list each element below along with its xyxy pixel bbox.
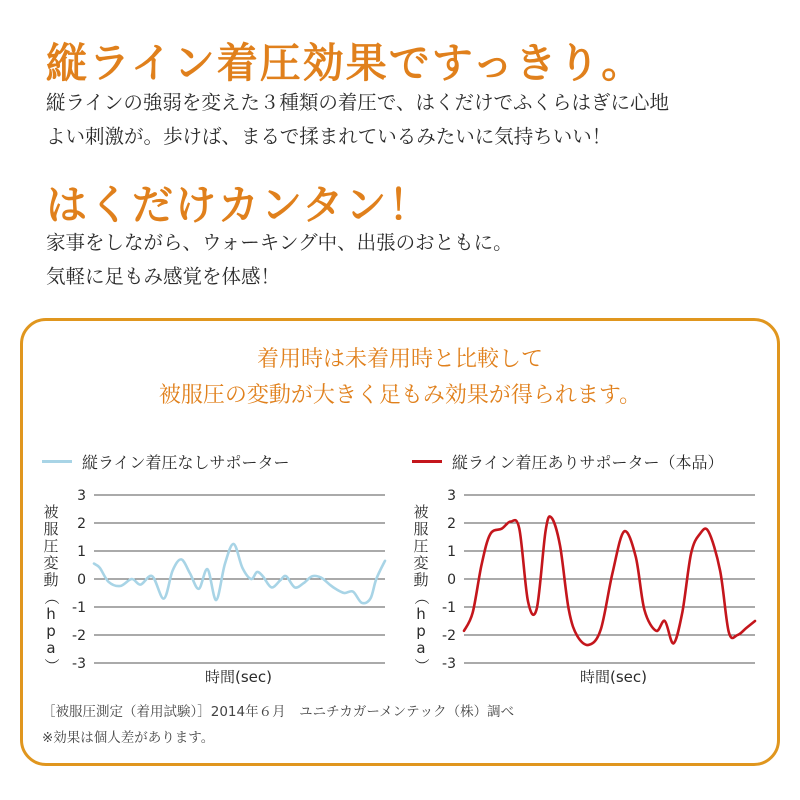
y-axis-label-char: h: [416, 605, 426, 623]
legend-label-without: 縦ライン着圧なしサポーター: [82, 453, 290, 472]
y-axis-label-char: 圧: [43, 537, 59, 555]
y-tick-label: 3: [447, 488, 456, 504]
y-axis-label-char: a: [416, 639, 426, 657]
footnote-source: ［被服圧測定（着用試験）］2014年６月 ユニチカガーメンテック（株）調べ: [42, 704, 515, 720]
x-axis-label-left: 時間(sec): [205, 668, 272, 686]
y-axis-label-char: 被: [43, 503, 59, 521]
y-axis-label-char: 変: [413, 554, 429, 572]
y-tick-label: 1: [447, 544, 456, 560]
usage-line-2: 気軽に足もみ感覚を体感！: [46, 265, 281, 288]
y-tick-label: -1: [442, 600, 456, 616]
y-axis-label-char: ）: [42, 657, 61, 673]
description-line-2: よい刺激が。歩けば、まるで揉まれているみたいに気持ちいい！: [46, 125, 612, 148]
y-axis-label-char: 変: [43, 554, 59, 572]
y-axis-label-char: 圧: [413, 537, 429, 555]
legend-without-compression: [42, 450, 290, 473]
legend-with-compression: [412, 450, 724, 473]
y-tick-label: 0: [447, 572, 456, 588]
heading-easy-to-wear: はくだけカンタン！: [46, 181, 432, 229]
y-tick-label: 3: [77, 488, 86, 504]
y-tick-label: 0: [77, 572, 86, 588]
y-tick-label: 2: [77, 516, 86, 532]
y-tick-label: -3: [442, 656, 456, 672]
footnote-disclaimer: ※効果は個人差があります。: [42, 730, 215, 746]
legend-swatch-without: [42, 460, 72, 463]
y-axis-label-char: 服: [413, 520, 429, 538]
y-axis-label-char: 被: [413, 503, 429, 521]
description-line-1: 縦ラインの強弱を変えた３種類の着圧で、はくだけでふくらはぎに心地: [46, 91, 670, 114]
legend-swatch-with: [412, 460, 442, 463]
legend-label-with: 縦ライン着圧ありサポーター（本品）: [452, 453, 724, 472]
y-axis-label-char: p: [46, 622, 56, 640]
y-axis-label-char: 服: [43, 520, 59, 538]
y-axis-label-char: ）: [412, 657, 431, 673]
y-tick-label: 2: [447, 516, 456, 532]
y-axis-label-char: h: [46, 605, 56, 623]
y-axis-label-char: （: [42, 589, 61, 605]
chart-with-compression: [430, 485, 760, 670]
comparison-title-line-1: 着用時は未着用時と比較して: [256, 347, 543, 372]
y-axis-label-char: a: [46, 639, 56, 657]
series-line: [464, 516, 755, 645]
y-axis-label-right: [410, 504, 432, 674]
y-axis-label-char: 動: [43, 571, 59, 589]
y-axis-label-char: （: [412, 589, 431, 605]
heading-compression-effect: 縦ライン着圧効果ですっきり。: [46, 39, 645, 87]
y-tick-label: -2: [72, 628, 86, 644]
x-axis-label-right: 時間(sec): [580, 668, 647, 686]
y-tick-label: -2: [442, 628, 456, 644]
y-tick-label: -1: [72, 600, 86, 616]
series-line: [94, 544, 385, 603]
comparison-title-line-2: 被服圧の変動が大きく足もみ効果が得られます。: [158, 383, 642, 408]
y-tick-label: 1: [77, 544, 86, 560]
y-axis-label-char: 動: [413, 571, 429, 589]
y-tick-label: -3: [72, 656, 86, 672]
y-axis-label-char: p: [416, 622, 426, 640]
chart-without-compression: [60, 485, 390, 670]
y-axis-label-left: [40, 504, 62, 674]
usage-line-1: 家事をしながら、ウォーキング中、出張のおともに。: [46, 231, 513, 254]
